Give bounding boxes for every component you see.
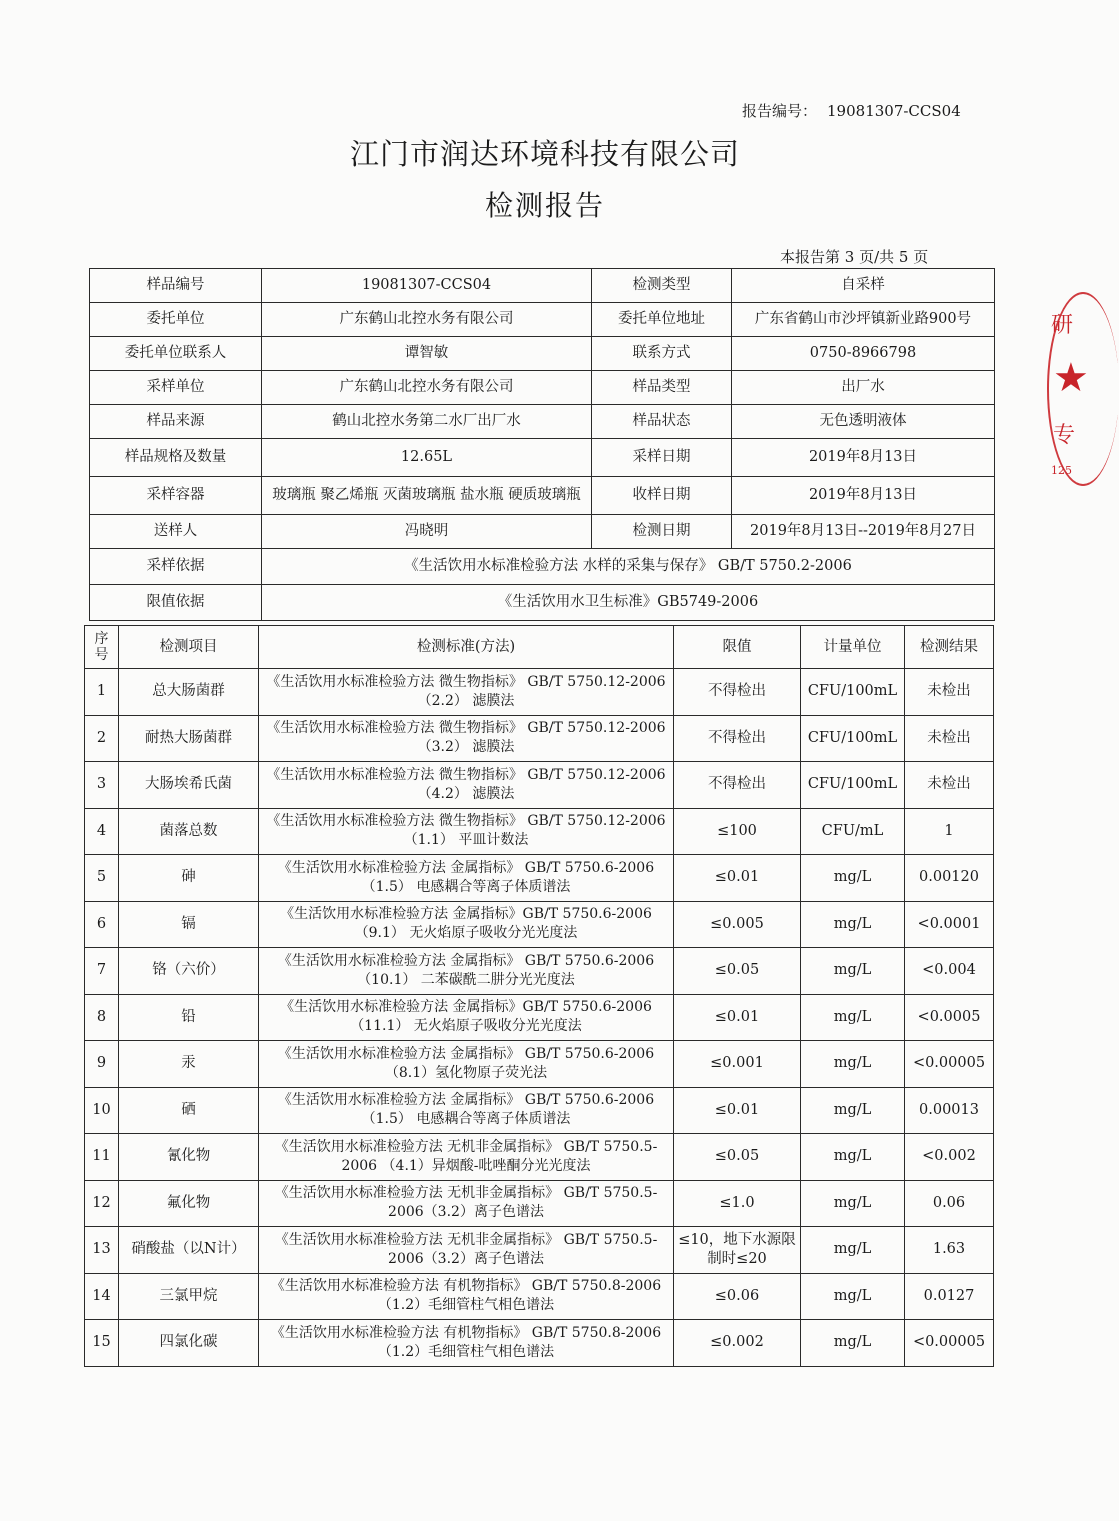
- table-row: [85, 1273, 994, 1320]
- test-method: 《生活饮用水标准检验方法 微生物指标》 GB/T 5750.12-2006 （2.2） 滤膜法: [259, 669, 674, 716]
- info-value: 谭智敏: [262, 337, 592, 371]
- info-row: [90, 405, 995, 439]
- info-row: [90, 337, 995, 371]
- limit-value: ≤0.01: [674, 855, 801, 902]
- info-value: 2019年8月13日: [732, 477, 995, 515]
- column-header: 限值: [674, 626, 801, 669]
- info-value: 0750-8966798: [732, 337, 995, 371]
- report-number-label: 报告编号：: [742, 102, 818, 120]
- info-label: 采样日期: [592, 439, 732, 477]
- red-seal-stamp: [1043, 292, 1089, 492]
- test-method: 《生活饮用水标准检验方法 无机非金属指标》 GB/T 5750.5-2006（3.2）离子色谱法: [259, 1227, 674, 1274]
- test-result: <0.00005: [905, 1041, 994, 1088]
- test-result: 未检出: [905, 669, 994, 716]
- info-row: [90, 269, 995, 303]
- unit: mg/L: [801, 948, 905, 995]
- info-label: 委托单位地址: [592, 303, 732, 337]
- row-number: 12: [85, 1180, 119, 1227]
- row-number: 11: [85, 1134, 119, 1181]
- limit-value: 不得检出: [674, 762, 801, 809]
- table-row: [85, 762, 994, 809]
- unit: CFU/100mL: [801, 762, 905, 809]
- sampling-basis-label: 采样依据: [90, 549, 262, 585]
- table-row: [85, 1134, 994, 1181]
- report-number-value: 19081307-CCS04: [827, 102, 961, 120]
- info-value: 2019年8月13日--2019年8月27日: [732, 515, 995, 549]
- info-value: 广东鹤山北控水务有限公司: [262, 371, 592, 405]
- test-result: 1.63: [905, 1227, 994, 1274]
- test-item: 三氯甲烷: [119, 1273, 259, 1320]
- test-result: 0.06: [905, 1180, 994, 1227]
- unit: mg/L: [801, 1180, 905, 1227]
- info-label: 样品来源: [90, 405, 262, 439]
- info-label: 样品类型: [592, 371, 732, 405]
- unit: mg/L: [801, 855, 905, 902]
- column-header: 检测项目: [119, 626, 259, 669]
- seal-glyph: 专: [1053, 423, 1076, 448]
- unit: mg/L: [801, 901, 905, 948]
- limit-basis-value: 《生活饮用水卫生标准》GB5749-2006: [262, 585, 995, 621]
- page-info: 本报告第 3 页/共 5 页: [780, 248, 929, 266]
- test-result: 0.00013: [905, 1087, 994, 1134]
- info-label: 检测类型: [592, 269, 732, 303]
- limit-basis-label: 限值依据: [90, 585, 262, 621]
- test-item: 铬（六价）: [119, 948, 259, 995]
- info-label: 采样容器: [90, 477, 262, 515]
- row-number: 2: [85, 715, 119, 762]
- limit-value: ≤0.06: [674, 1273, 801, 1320]
- info-row: [90, 477, 995, 515]
- info-label: 送样人: [90, 515, 262, 549]
- unit: CFU/mL: [801, 808, 905, 855]
- limit-value: ≤0.005: [674, 901, 801, 948]
- test-item: 总大肠菌群: [119, 669, 259, 716]
- sampling-basis-value: 《生活饮用水标准检验方法 水样的采集与保存》 GB/T 5750.2-2006: [262, 549, 995, 585]
- column-header: 序号: [85, 626, 119, 669]
- test-method: 《生活饮用水标准检验方法 有机物指标》 GB/T 5750.8-2006 （1.2）毛细管柱气相色谱法: [259, 1273, 674, 1320]
- info-value: 自采样: [732, 269, 995, 303]
- column-header: 检测结果: [905, 626, 994, 669]
- info-row: [90, 515, 995, 549]
- test-result: <0.004: [905, 948, 994, 995]
- test-item: 菌落总数: [119, 808, 259, 855]
- row-number: 5: [85, 855, 119, 902]
- info-value: 无色透明液体: [732, 405, 995, 439]
- unit: CFU/100mL: [801, 715, 905, 762]
- row-number: 1: [85, 669, 119, 716]
- test-method: 《生活饮用水标准检验方法 无机非金属指标》 GB/T 5750.5-2006（3.2）离子色谱法: [259, 1180, 674, 1227]
- row-number: 13: [85, 1227, 119, 1274]
- info-value: 玻璃瓶 聚乙烯瓶 灭菌玻璃瓶 盐水瓶 硬质玻璃瓶: [262, 477, 592, 515]
- info-label: 检测日期: [592, 515, 732, 549]
- test-item: 镉: [119, 901, 259, 948]
- test-method: 《生活饮用水标准检验方法 微生物指标》 GB/T 5750.12-2006 （4.2） 滤膜法: [259, 762, 674, 809]
- results-header-row: [85, 626, 994, 669]
- seal-glyph: 研: [1051, 313, 1074, 338]
- limit-basis-row: [90, 585, 995, 621]
- table-row: [85, 855, 994, 902]
- limit-value: ≤1.0: [674, 1180, 801, 1227]
- limit-value: ≤0.05: [674, 948, 801, 995]
- test-result: <0.00005: [905, 1320, 994, 1367]
- test-method: 《生活饮用水标准检验方法 微生物指标》 GB/T 5750.12-2006 （3.2） 滤膜法: [259, 715, 674, 762]
- test-result: 1: [905, 808, 994, 855]
- unit: CFU/100mL: [801, 669, 905, 716]
- row-number: 6: [85, 901, 119, 948]
- test-result: 未检出: [905, 715, 994, 762]
- column-header: 检测标准(方法): [259, 626, 674, 669]
- info-row: [90, 371, 995, 405]
- table-row: [85, 948, 994, 995]
- info-row: [90, 439, 995, 477]
- limit-value: ≤0.001: [674, 1041, 801, 1088]
- test-item: 氟化物: [119, 1180, 259, 1227]
- unit: mg/L: [801, 1041, 905, 1088]
- unit: mg/L: [801, 1273, 905, 1320]
- test-result: <0.0001: [905, 901, 994, 948]
- info-label: 委托单位联系人: [90, 337, 262, 371]
- sample-info-table: [89, 268, 995, 621]
- table-row: [85, 669, 994, 716]
- test-result: 0.0127: [905, 1273, 994, 1320]
- seal-star-icon: ★: [1053, 355, 1089, 401]
- limit-value: ≤0.002: [674, 1320, 801, 1367]
- test-item: 铅: [119, 994, 259, 1041]
- row-number: 3: [85, 762, 119, 809]
- test-item: 硒: [119, 1087, 259, 1134]
- test-method: 《生活饮用水标准检验方法 金属指标》 GB/T 5750.6-2006 （10.1） 二苯碳酰二肼分光光度法: [259, 948, 674, 995]
- test-result: <0.002: [905, 1134, 994, 1181]
- info-label: 样品状态: [592, 405, 732, 439]
- info-value: 19081307-CCS04: [262, 269, 592, 303]
- unit: mg/L: [801, 1227, 905, 1274]
- table-row: [85, 1180, 994, 1227]
- info-value: 2019年8月13日: [732, 439, 995, 477]
- results-table: [84, 625, 994, 1367]
- test-item: 硝酸盐（以N计）: [119, 1227, 259, 1274]
- limit-value: 不得检出: [674, 715, 801, 762]
- unit: mg/L: [801, 1134, 905, 1181]
- test-item: 四氯化碳: [119, 1320, 259, 1367]
- test-method: 《生活饮用水标准检验方法 有机物指标》 GB/T 5750.8-2006 （1.2）毛细管柱气相色谱法: [259, 1320, 674, 1367]
- table-row: [85, 1320, 994, 1367]
- company-name: 江门市润达环境科技有限公司: [349, 137, 740, 171]
- test-item: 砷: [119, 855, 259, 902]
- row-number: 4: [85, 808, 119, 855]
- info-label: 采样单位: [90, 371, 262, 405]
- row-number: 9: [85, 1041, 119, 1088]
- limit-value: ≤0.01: [674, 994, 801, 1041]
- table-row: [85, 1041, 994, 1088]
- report-number: [742, 100, 971, 121]
- unit: mg/L: [801, 1320, 905, 1367]
- row-number: 10: [85, 1087, 119, 1134]
- unit: mg/L: [801, 994, 905, 1041]
- document-title: 检测报告: [484, 189, 605, 222]
- info-label: 委托单位: [90, 303, 262, 337]
- test-method: 《生活饮用水标准检验方法 金属指标》 GB/T 5750.6-2006 （1.5） 电感耦合等离子体质谱法: [259, 855, 674, 902]
- test-method: 《生活饮用水标准检验方法 微生物指标》 GB/T 5750.12-2006 （1.1） 平皿计数法: [259, 808, 674, 855]
- test-item: 氰化物: [119, 1134, 259, 1181]
- column-header: 计量单位: [801, 626, 905, 669]
- limit-value: ≤0.01: [674, 1087, 801, 1134]
- info-value: 广东鹤山北控水务有限公司: [262, 303, 592, 337]
- test-item: 耐热大肠菌群: [119, 715, 259, 762]
- unit: mg/L: [801, 1087, 905, 1134]
- row-number: 8: [85, 994, 119, 1041]
- table-row: [85, 1227, 994, 1274]
- info-value: 12.65L: [262, 439, 592, 477]
- test-method: 《生活饮用水标准检验方法 金属指标》 GB/T 5750.6-2006 （8.1）氢化物原子荧光法: [259, 1041, 674, 1088]
- row-number: 7: [85, 948, 119, 995]
- table-row: [85, 808, 994, 855]
- info-value: 广东省鹤山市沙坪镇新业路900号: [732, 303, 995, 337]
- sampling-basis-row: [90, 549, 995, 585]
- test-result: 未检出: [905, 762, 994, 809]
- test-method: 《生活饮用水标准检验方法 无机非金属指标》 GB/T 5750.5-2006 （4.1）异烟酸-吡唑酮分光光度法: [259, 1134, 674, 1181]
- row-number: 15: [85, 1320, 119, 1367]
- info-value: 冯晓明: [262, 515, 592, 549]
- limit-value: ≤100: [674, 808, 801, 855]
- table-row: [85, 994, 994, 1041]
- info-value: 出厂水: [732, 371, 995, 405]
- info-label: 样品规格及数量: [90, 439, 262, 477]
- info-row: [90, 303, 995, 337]
- limit-value: ≤10，地下水源限制时≤20: [674, 1227, 801, 1274]
- test-method: 《生活饮用水标准检验方法 金属指标》GB/T 5750.6-2006 （11.1） 无火焰原子吸收分光光度法: [259, 994, 674, 1041]
- info-label: 联系方式: [592, 337, 732, 371]
- test-result: 0.00120: [905, 855, 994, 902]
- row-number: 14: [85, 1273, 119, 1320]
- test-item: 汞: [119, 1041, 259, 1088]
- table-row: [85, 1087, 994, 1134]
- info-label: 样品编号: [90, 269, 262, 303]
- info-label: 收样日期: [592, 477, 732, 515]
- test-method: 《生活饮用水标准检验方法 金属指标》GB/T 5750.6-2006 （9.1） 无火焰原子吸收分光光度法: [259, 901, 674, 948]
- seal-number: 125: [1051, 464, 1072, 477]
- test-item: 大肠埃希氏菌: [119, 762, 259, 809]
- table-row: [85, 715, 994, 762]
- table-row: [85, 901, 994, 948]
- limit-value: 不得检出: [674, 669, 801, 716]
- test-method: 《生活饮用水标准检验方法 金属指标》 GB/T 5750.6-2006 （1.5） 电感耦合等离子体质谱法: [259, 1087, 674, 1134]
- test-result: <0.0005: [905, 994, 994, 1041]
- limit-value: ≤0.05: [674, 1134, 801, 1181]
- info-value: 鹤山北控水务第二水厂出厂水: [262, 405, 592, 439]
